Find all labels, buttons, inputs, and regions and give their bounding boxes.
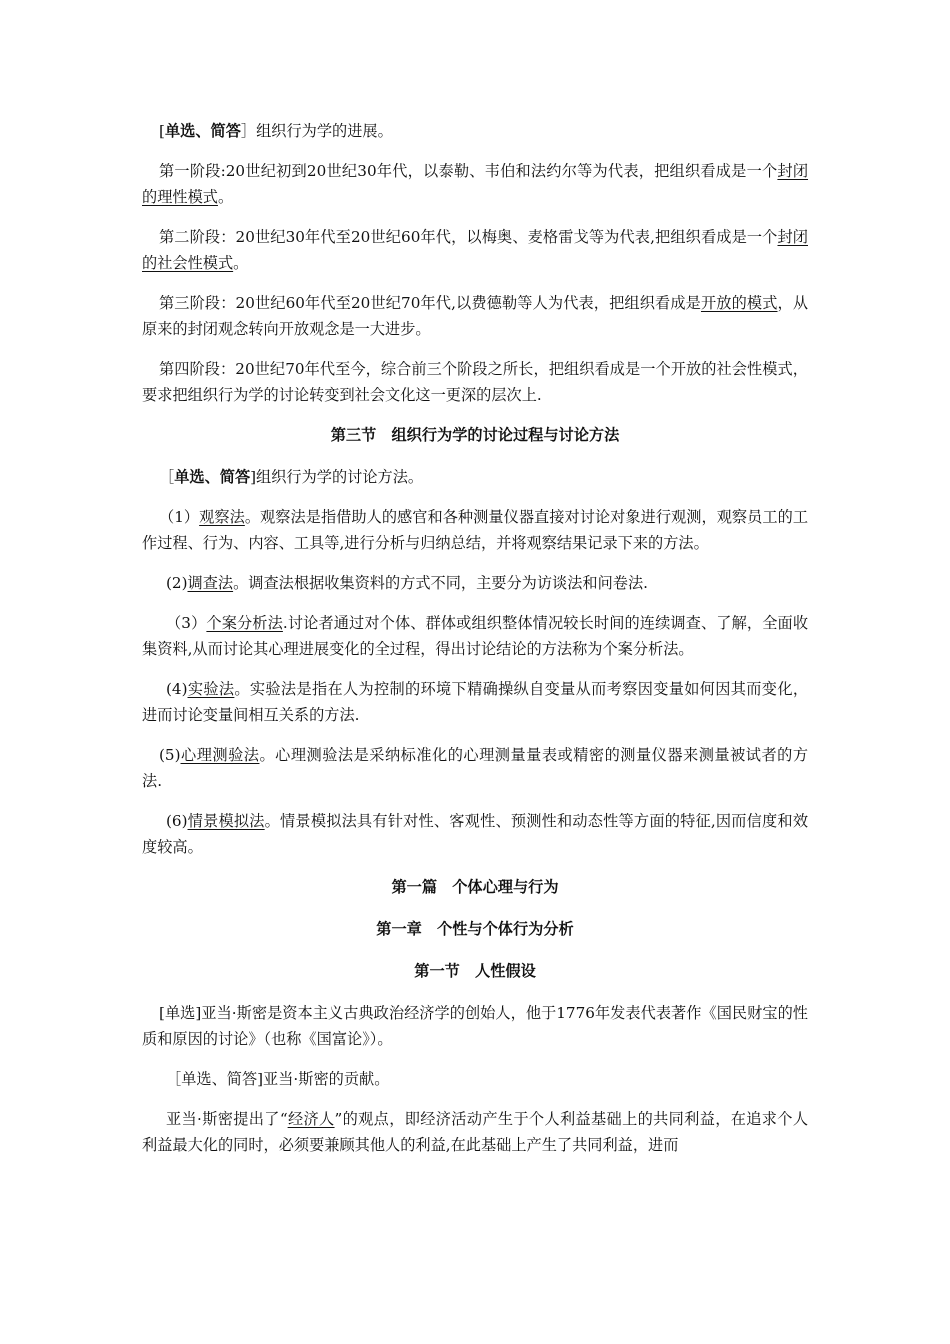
text-run: ［单选、简答]亚当·斯密的贡献。: [166, 1070, 390, 1088]
text-run: 第三节 组织行为学的讨论过程与讨论方法: [330, 426, 620, 444]
text-run: 。: [217, 188, 234, 206]
method-2: [142, 570, 808, 596]
text-run: 第一阶段:20世纪初到20世纪30年代，以泰勒、韦伯和法约尔等为代表，把组织看成是一个: [159, 162, 778, 180]
text-run: 。心理测验法是采纳标准化的心理测量量表或精密的测量仪器来测量被试者的方法.: [142, 746, 809, 790]
text-run: ]组织行为学的讨论方法。: [250, 468, 424, 486]
method-5: [142, 742, 808, 794]
section-1-title: [142, 958, 808, 984]
stage-1: [142, 158, 808, 210]
smith-intro: [142, 1000, 808, 1052]
text-run: .讨论者通过对个体、群体或组织整体情况较长时间的连续调查、了解，全面收集资料,从而讨论其心理进展变化的全过程，得出讨论结论的方法称为个案分析法。: [142, 614, 809, 658]
text-run: 第一章 个性与个体行为分析: [376, 920, 574, 938]
document-page: [142, 118, 808, 1172]
text-run: 第一节 人性假设: [414, 962, 536, 980]
method-3: [142, 610, 808, 662]
text-run: (4): [166, 680, 188, 698]
methods-tag: [142, 464, 808, 490]
text-run: ”的观点，即经济活动产生于个人利益基础上的共同利益，在追求个人利益最大化的同时，必须要兼顾其他人的利益,在此基础上产生了共同利益，进而: [142, 1110, 809, 1154]
underlined-term: 心理测验法: [180, 746, 260, 764]
underlined-term: 个案分析法: [206, 614, 283, 632]
underlined-term: 调查法: [187, 574, 234, 592]
bold-text: 单选、简答: [174, 468, 251, 486]
text-run: (6): [166, 812, 188, 830]
underlined-term: 观察法: [199, 508, 245, 526]
text-run: （3）: [166, 614, 207, 632]
stage-4: [142, 356, 808, 408]
smith-tag: [142, 1066, 808, 1092]
text-run: ，从原来的封闭观念转向开放观念是一大进步。: [142, 294, 809, 338]
underlined-term: 经济人: [287, 1110, 335, 1128]
text-run: [单选]亚当·斯密是资本主义古典政治经济学的创始人，他于1776年发表代表著作《国民财宝的性质和原因的讨论》（也称《国富论》）。: [142, 1004, 808, 1048]
text-run: 。调查法根据收集资料的方式不同，主要分为访谈法和问卷法.: [233, 574, 648, 592]
bold-text: 单选、简答: [164, 122, 241, 140]
text-run: （1）: [159, 508, 200, 526]
text-run: (2): [166, 574, 188, 592]
text-run: 亚当·斯密提出了“: [166, 1110, 288, 1128]
text-run: 。观察法是指借助人的感官和各种测量仪器直接对讨论对象进行观测，观察员工的工作过程、行为、内容、工具等,进行分析与归纳总结，并将观察结果记录下来的方法。: [142, 508, 809, 552]
underlined-term: 情景模拟法: [187, 812, 265, 830]
part-1-title: [142, 874, 808, 900]
method-4: [142, 676, 808, 728]
text-run: 。情景模拟法具有针对性、客观性、预测性和动态性等方面的特征,因而信度和效度较高。: [142, 812, 809, 856]
underlined-term: 封闭的社会性模式: [142, 228, 808, 272]
text-run: (5): [159, 746, 181, 764]
text-run: ［: [159, 468, 175, 486]
text-run: 第四阶段：20世纪70年代至今，综合前三个阶段之所长，把组织看成是一个开放的社会性模式，要求把组织行为学的讨论转变到社会文化这一更深的层次上.: [142, 360, 808, 404]
underlined-term: 开放的模式: [700, 294, 778, 312]
text-run: 第二阶段：20世纪30年代至20世纪60年代，以梅奥、麦格雷戈等为代表,把组织看成是一个: [159, 228, 778, 246]
text-run: 。实验法是指在人为控制的环境下精确操纵自变量从而考察因变量如何因其而变化，进而讨论变量间相互关系的方法.: [142, 680, 809, 724]
method-1: [142, 504, 808, 556]
underlined-term: 封闭的理性模式: [142, 162, 809, 206]
text-run: ］组织行为学的进展。: [240, 122, 393, 140]
underlined-term: 实验法: [187, 680, 235, 698]
tag-heading: [142, 118, 808, 144]
method-6: [142, 808, 808, 860]
stage-2: [142, 224, 808, 276]
stage-3: [142, 290, 808, 342]
text-run: [: [159, 122, 165, 140]
chapter-1-title: [142, 916, 808, 942]
smith-contribution: [142, 1106, 808, 1158]
text-run: 。: [233, 254, 249, 272]
section-3-title: [142, 422, 808, 448]
text-run: 第三阶段：20世纪60年代至20世纪70年代,以费德勒等人为代表，把组织看成是: [159, 294, 701, 312]
text-run: 第一篇 个体心理与行为: [391, 878, 559, 896]
